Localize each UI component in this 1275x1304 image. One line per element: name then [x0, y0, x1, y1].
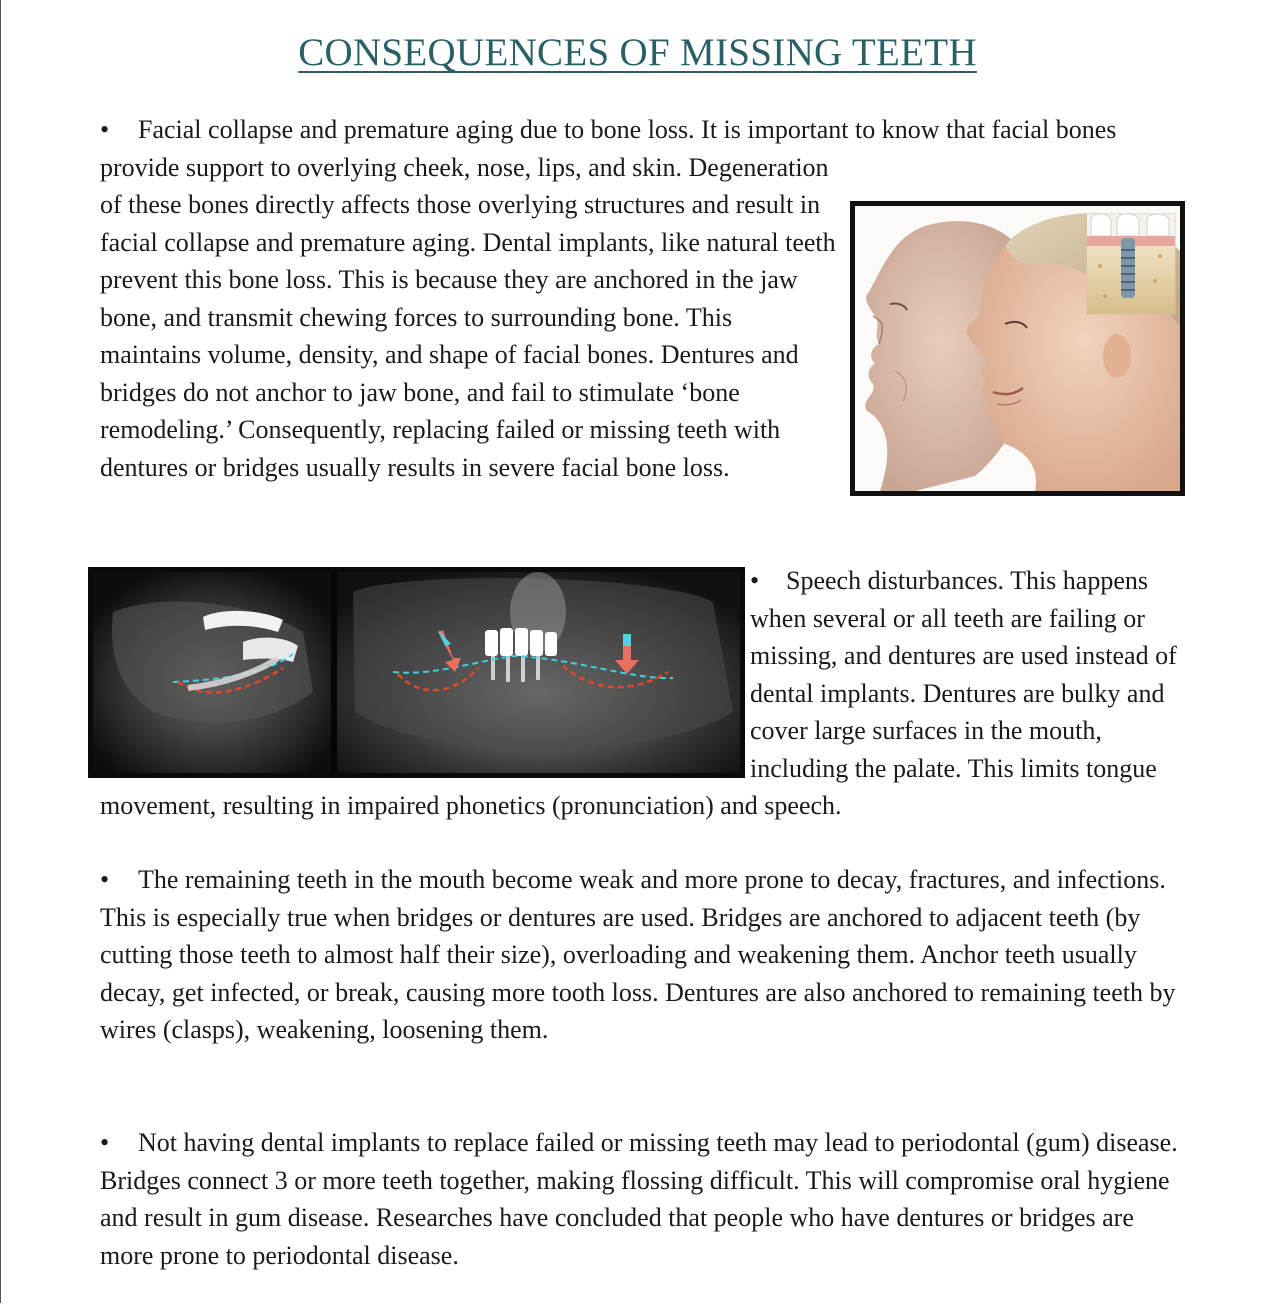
bullet-1: • — [100, 115, 110, 144]
page-title: CONSEQUENCES OF MISSING TEETH — [298, 31, 977, 74]
bullet-4: • — [100, 1128, 110, 1157]
section-1-text: Facial collapse and premature aging due to bone loss. It is important to know that facial bones provide support to overlying cheek, nose, lips, and skin. Degeneration of these bones directly affects those overlying structures and result in facial collapse and premature aging. Dental implants, like natural teeth prevent this bone loss. This is because they are anchored in the jaw bone, and transmit chewing forces to surrounding bone. This maintains volume, density, and shape of facial bones. Dentures and bridges do not anchor to jaw bone, and fail to stimulate ‘bone remodeling.’ Consequently, replacing failed or missing teeth with dentures or bridges usually results in severe facial bone loss. — [100, 115, 1117, 482]
section-speech — [100, 561, 1185, 825]
section-weak-teeth — [100, 861, 1185, 1049]
section-2-text: Speech disturbances. This happens when several or all teeth are failing or missing, and dentures are used instead of dental implants. Dentures are bulky and cover large surfaces in the mouth, including the palate. This limits tongue movement, resulting in impaired phonetics (pronunciation) and speech. — [100, 566, 1177, 820]
panoramic-xray-bone-loss-icon — [88, 567, 745, 778]
bullet-3: • — [100, 865, 110, 894]
section-facial-collapse — [100, 111, 1185, 496]
section-4-text: Not having dental implants to replace failed or missing teeth may lead to periodontal (gum) disease. Bridges connect 3 or more teeth together, making flossing difficult. This will compromise oral hygiene and result in gum disease. Researches have concluded that people who have dentures or bridges are more prone to periodontal disease. — [100, 1128, 1178, 1270]
face-figure — [838, 181, 1185, 496]
section-3-text: The remaining teeth in the mouth become weak and more prone to decay, fractures, and infections. This is especially true when bridges or dentures are used. Bridges are anchored to adjacent teeth (by cutting those teeth to almost half their size), overloading and weakening them. Anchor teeth usually decay, get infected, or break, causing more tooth loss. Dentures are also anchored to remaining teeth by wires (clasps), weakening, loosening them. — [100, 865, 1176, 1044]
aging-faces-illustration-icon — [850, 201, 1185, 496]
xray-figure — [94, 561, 750, 778]
section-periodontal — [100, 1124, 1185, 1274]
bullet-2: • — [750, 566, 760, 595]
